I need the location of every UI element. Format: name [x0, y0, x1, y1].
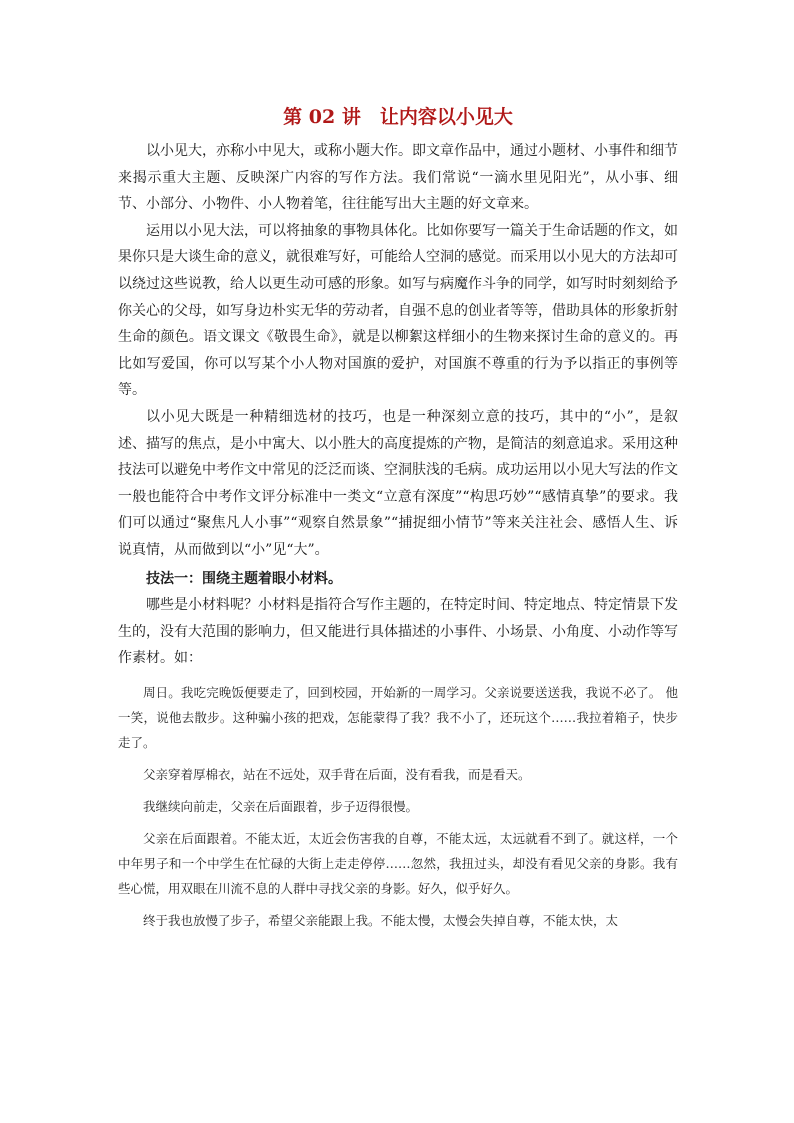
intro-paragraph-1: 以小见大，亦称小中见大，或称小题大作。即文章作品中，通过小题材、小事件和细节来揭示重大主题、反映深广内容的写作方法。我们常说“一滴水里见阳光”，从小事、细节、小部分、小物件、小人物着笔，往往能写出大主题的好文章来。 — [118, 143, 678, 213]
technique-heading: 技法一：围绕主题着眼小材料。 — [146, 570, 342, 587]
example-paragraph-3: 我继续向前走，父亲在后面跟着，步子迈得很慢。 — [143, 798, 419, 814]
document-body — [118, 100, 678, 933]
example-paragraph-4: 父亲在后面跟着。不能太近，太近会伤害我的自尊，不能太远，太远就看不到了。就这样，一个中年男子和一个中学生在忙碌的大街上走走停停……忽然，我扭过头，却没有看见父亲的身影。我有些心慌，用双眼在川流不息的人群中寻找父亲的身影。好久，似乎好久。 — [118, 830, 678, 896]
intro-paragraph-2: 运用以小见大法，可以将抽象的事物具体化。比如你要写一篇关于生命话题的作文，如果你只是大谈生命的意义，就很难写好，可能给人空洞的感觉。而采用以小见大的方法却可以绕过这些说教，给人以更生动可感的形象。如写与病魔作斗争的同学，如写时时刻刻给予你关心的父母，如写身边朴实无华的劳动者，自强不息的创业者等等，借助具体的形象折射生命的颜色。语文课文《敬畏生命》，就是以柳絮这样细小的生物来探讨生命的意义的。再比如写爱国，你可以写某个小人物对国旗的爱护，对国旗不尊重的行为予以指正的事例等等。 — [118, 222, 678, 399]
intro-paragraph-3: 以小见大既是一种精细选材的技巧，也是一种深刻立意的技巧，其中的“小”，是叙述、描写的焦点，是小中寓大、以小胜大的高度提炼的产物，是简洁的刻意追求。采用这种技法可以避免中考作文中常见的泛泛而谈、空洞肤浅的毛病。成功运用以小见大写法的作文一般也能符合中考作文评分标准中一类文“立意有深度”“构思巧妙”“感情真挚”的要求。我们可以通过“聚焦凡人小事”“观察自然景象”“捕捉细小情节”等来关注社会、感悟人生、诉说真情，从而做到以“小”见“大”。 — [118, 408, 678, 558]
example-paragraph-5: 终于我也放慢了步子，希望父亲能跟上我。不能太慢，太慢会失掉自尊，不能太快，太 — [143, 912, 619, 928]
lesson-title: 第 02 讲 让内容以小见大 — [283, 106, 513, 128]
example-paragraph-1: 周日。我吃完晚饭便要走了，回到校园，开始新的一周学习。父亲说要送送我，我说不必了。 他一笑，说他去散步。这种骗小孩的把戏，怎能蒙得了我？我不小了，还玩这个……我拉着箱子，快步走了。 — [118, 684, 678, 750]
example-paragraph-2: 父亲穿着厚棉衣，站在不远处，双手背在后面，没有看我，而是看天。 — [143, 766, 531, 782]
technique-paragraph: 哪些是小材料呢？小材料是指符合写作主题的，在特定时间、特定地点、特定情景下发生的，没有大范围的影响力，但又能进行具体描述的小事件、小场景、小角度、小动作等写作素材。如： — [118, 597, 678, 667]
